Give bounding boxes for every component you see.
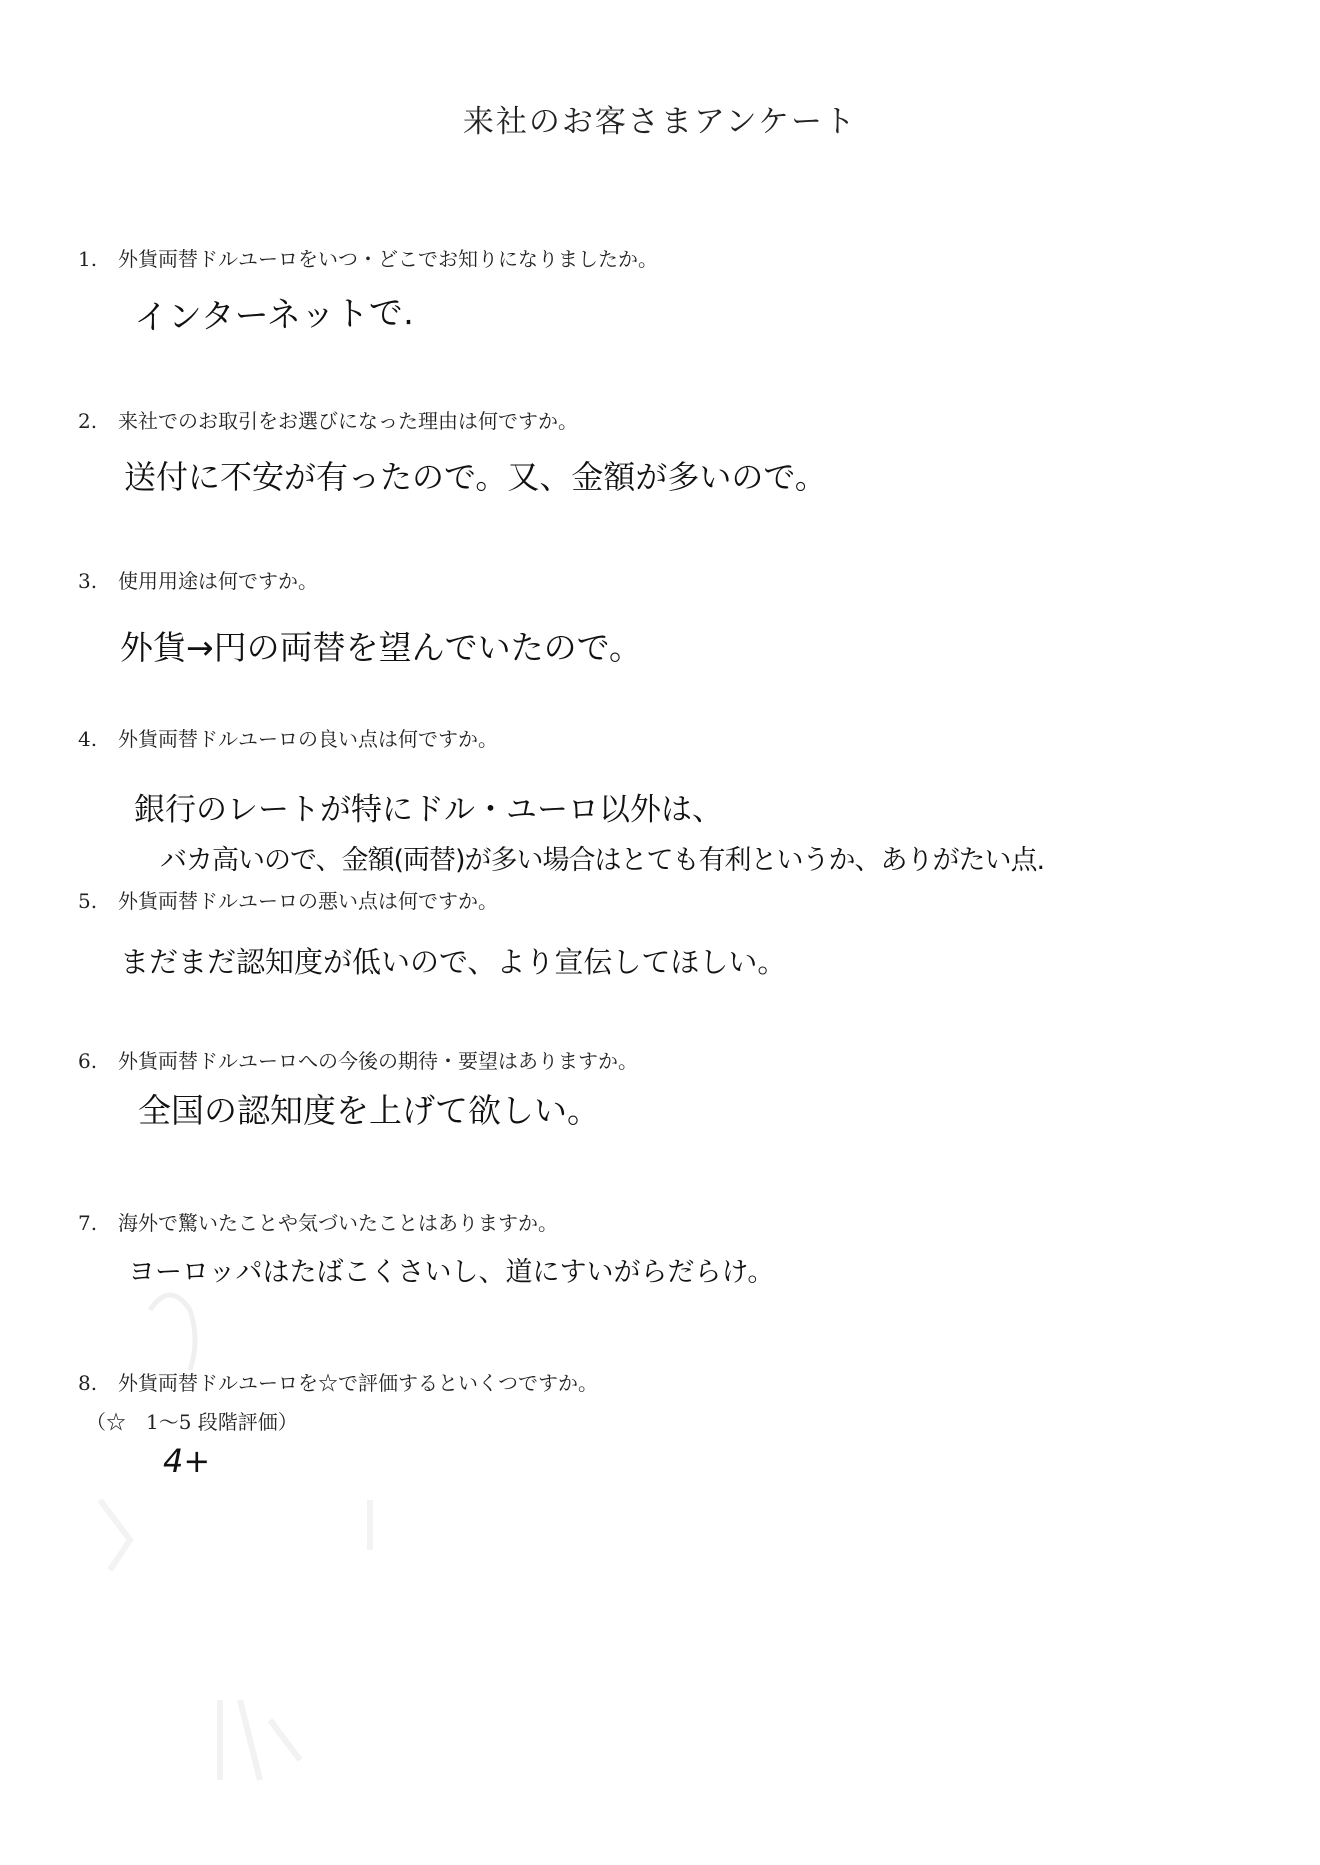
- question-5: [78, 885, 498, 914]
- rating-scale-note: （☆ 1〜5 段階評価）: [86, 1410, 298, 1434]
- handwritten-answer-4-line-2: バカ高いので、金額(両替)が多い場合はとても有利というか、ありがたい点.: [160, 845, 1045, 876]
- question-number: 6.: [78, 1049, 98, 1073]
- handwritten-answer-4-line-1: 銀行のレートが特にドル・ユーロ以外は、: [134, 792, 723, 828]
- question-2: [78, 405, 578, 434]
- question-text: 外貨両替ドルユーロをいつ・どこでお知りになりましたか。: [118, 247, 658, 271]
- question-6: [78, 1045, 638, 1074]
- question-text: 外貨両替ドルユーロへの今後の期待・要望はありますか。: [118, 1049, 638, 1073]
- question-3: [78, 565, 318, 594]
- handwritten-answer-6: 全国の認知度を上げて欲しい。: [138, 1091, 600, 1130]
- question-text: 使用用途は何ですか。: [118, 569, 318, 593]
- question-text: 外貨両替ドルユーロを☆で評価するといくつですか。: [118, 1371, 598, 1395]
- question-number: 2.: [78, 409, 98, 433]
- question-number: 8.: [78, 1371, 98, 1395]
- handwritten-answer-3: 外貨→円の両替を望んでいたので。: [120, 628, 642, 667]
- question-number: 1.: [78, 247, 98, 271]
- page-title: 来社のお客さまアンケート: [462, 104, 858, 140]
- question-number: 3.: [78, 569, 98, 593]
- handwritten-answer-1: インターネットで.: [133, 293, 415, 338]
- handwritten-answer-8: 4+: [163, 1442, 211, 1480]
- question-number: 7.: [78, 1211, 98, 1235]
- question-number: 5.: [78, 889, 98, 913]
- question-1: [78, 243, 658, 272]
- question-number: 4.: [78, 727, 98, 751]
- question-8: [78, 1367, 598, 1396]
- question-7: [78, 1207, 558, 1236]
- question-text: 来社でのお取引をお選びになった理由は何ですか。: [118, 409, 578, 433]
- question-text: 海外で驚いたことや気づいたことはありますか。: [118, 1211, 558, 1235]
- question-text: 外貨両替ドルユーロの悪い点は何ですか。: [118, 889, 498, 913]
- handwritten-answer-5: まだまだ認知度が低いので、より宣伝してほしい。: [120, 945, 787, 979]
- question-text: 外貨両替ドルユーロの良い点は何ですか。: [118, 727, 498, 751]
- question-4: [78, 723, 498, 752]
- handwritten-answer-2: 送付に不安が有ったので。又、金額が多いので。: [124, 458, 827, 496]
- handwritten-answer-7: ヨーロッパはたばこくさいし、道にすいがらだらけ。: [128, 1257, 775, 1288]
